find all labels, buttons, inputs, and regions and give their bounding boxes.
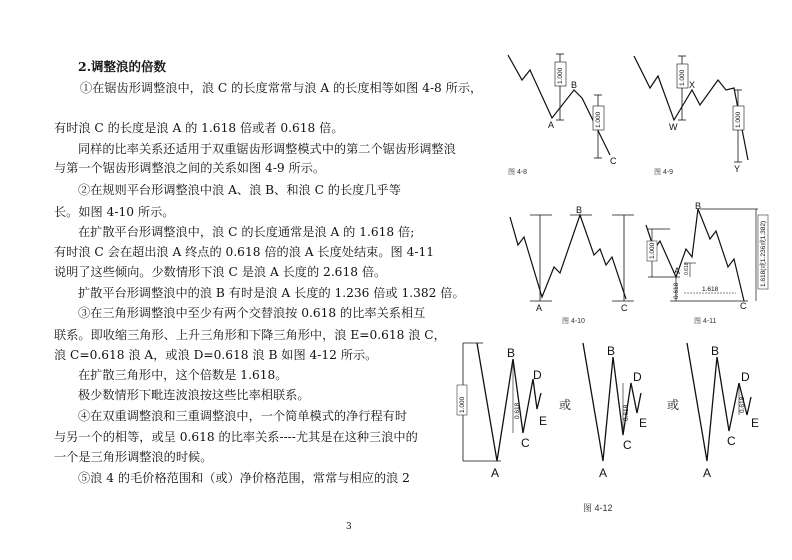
wave-label-a: A <box>674 266 681 276</box>
ratio-label: 1.000 <box>557 67 564 84</box>
wave-label-b: B <box>711 344 720 358</box>
wave-label-a: A <box>548 120 555 130</box>
or-label: 或 <box>559 398 572 412</box>
wave-label-b: B <box>607 344 616 358</box>
wave-label-c: C <box>740 301 747 311</box>
text-line: 长。如图 4-10 所示。 <box>54 205 175 219</box>
figure-caption: 图 4-11 <box>694 318 717 325</box>
page-number: 3 <box>346 522 352 532</box>
text-line: 在扩散平台形调整浪中，浪 C 的长度通常是浪 A 的 1.618 倍; <box>78 225 415 239</box>
text-line: 同样的比率关系还适用于双重锯齿形调整模式中的第二个锯齿形调整浪 <box>78 142 456 156</box>
figure-caption: 图 4-9 <box>654 169 674 176</box>
wave-label-d: D <box>741 370 750 384</box>
text-line: 扩散平台形调整浪中的浪 B 有时是浪 A 长度的 1.236 倍或 1.382 倍。 <box>78 286 465 300</box>
wave-label-d: D <box>533 368 542 382</box>
figure-4-10 <box>500 205 650 330</box>
text-line: 与第一个锯齿形调整浪之间的关系如图 4-9 所示。 <box>54 161 326 175</box>
text-line: 有时浪 C 的长度是浪 A 的 1.618 倍或者 0.618 倍。 <box>54 121 344 135</box>
wave-label-c: C <box>727 434 736 448</box>
wave-label-b: B <box>695 201 702 211</box>
ratio-label: 0.618 <box>739 396 746 413</box>
text-line: ②在规则平台形调整浪中浪 A、浪 B、和浪 C 的长度几乎等 <box>78 183 401 197</box>
wave-line <box>477 343 541 461</box>
text-line: ①在锯齿形调整浪中，浪 C 的长度常常与浪 A 的长度相等如图 4-8 所示， <box>80 81 483 95</box>
wave-line <box>646 209 744 301</box>
ratio-label: 0.618 <box>684 262 690 275</box>
ratio-label: 0.618 <box>514 402 521 419</box>
text-line: ③在三角形调整浪中至少有两个交替浪按 0.618 的比率关系相互 <box>78 306 426 320</box>
wave-label-e: E <box>751 416 760 430</box>
figure-4-8 <box>500 50 620 180</box>
ratio-label: 1.000 <box>679 69 686 86</box>
wave-label-a: A <box>491 466 500 480</box>
wave-label-x: X <box>689 80 696 90</box>
wave-label-c: C <box>521 436 530 450</box>
wave-label-b: B <box>571 80 578 90</box>
wave-label-a: A <box>599 466 608 480</box>
text-line: 浪 C=0.618 浪 A，或浪 D=0.618 浪 B 如图 4-12 所示。 <box>54 348 378 362</box>
text-line: 极少数情形下毗连波浪按这些比率相联系。 <box>78 388 310 402</box>
wave-label-a: A <box>703 466 712 480</box>
wave-label-d: D <box>633 370 642 384</box>
wave-line <box>583 343 641 461</box>
ratio-label: 1.000 <box>459 396 466 413</box>
wave-label-c: C <box>610 156 617 166</box>
wave-label-c: C <box>623 438 632 452</box>
wave-label-c: C <box>621 303 628 313</box>
wave-label-b: B <box>576 205 583 215</box>
text-line: 有时浪 C 会在超出浪 A 终点的 0.618 倍的浪 A 长度处结束。图 4-11 <box>54 245 435 259</box>
section-heading: 2.调整浪的倍数 <box>78 59 167 74</box>
wave-line <box>634 56 748 160</box>
text-line: ⑤浪 4 的毛价格范围和（或）净价格范围，常常与相应的浪 2 <box>78 471 410 485</box>
wave-label-y: Y <box>734 164 741 174</box>
text-line: 在扩散三角形中，这个倍数是 1.618。 <box>78 368 288 382</box>
wave-line <box>510 215 626 299</box>
ratio-label: 1.000 <box>595 111 602 128</box>
text-line: 一个是三角形调整浪的时候。 <box>54 450 213 464</box>
figure-4-9 <box>630 50 760 180</box>
or-label: 或 <box>667 398 680 412</box>
wave-label-b: B <box>507 346 516 360</box>
figure-caption: 图 4-12 <box>583 503 613 513</box>
text-line: 与另一个的相等，或呈 0.618 的比率关系----尤其是在这种三浪中的 <box>54 430 418 444</box>
ratio-label: 0.618 <box>673 282 680 299</box>
text-line: 联系。即收缩三角形、上升三角形和下降三角形中，浪 E=0.618 浪 C， <box>54 328 446 342</box>
text-line: ④在双重调整浪和三重调整浪中，一个简单模式的净行程有时 <box>78 409 408 423</box>
figure-caption: 图 4-10 <box>562 318 585 325</box>
wave-label-e: E <box>539 414 548 428</box>
wave-label-e: E <box>639 416 648 430</box>
ratio-label: 0.618 <box>623 404 630 421</box>
figure-4-12 <box>455 335 785 520</box>
text-line: 说明了这些倾向。少数情形下浪 C 是浪 A 长度的 2.618 倍。 <box>54 265 387 279</box>
wave-label-w: W <box>669 122 678 132</box>
figure-4-11 <box>640 201 780 330</box>
ratio-label: 1.000 <box>735 111 742 128</box>
ratio-label: 1.000 <box>649 242 656 259</box>
figure-caption: 图 4-8 <box>508 169 528 176</box>
wave-label-a: A <box>536 303 543 313</box>
ratio-label: 1.618 <box>702 286 719 293</box>
ratio-label: 1.618(或1.236或1.382) <box>760 220 767 287</box>
